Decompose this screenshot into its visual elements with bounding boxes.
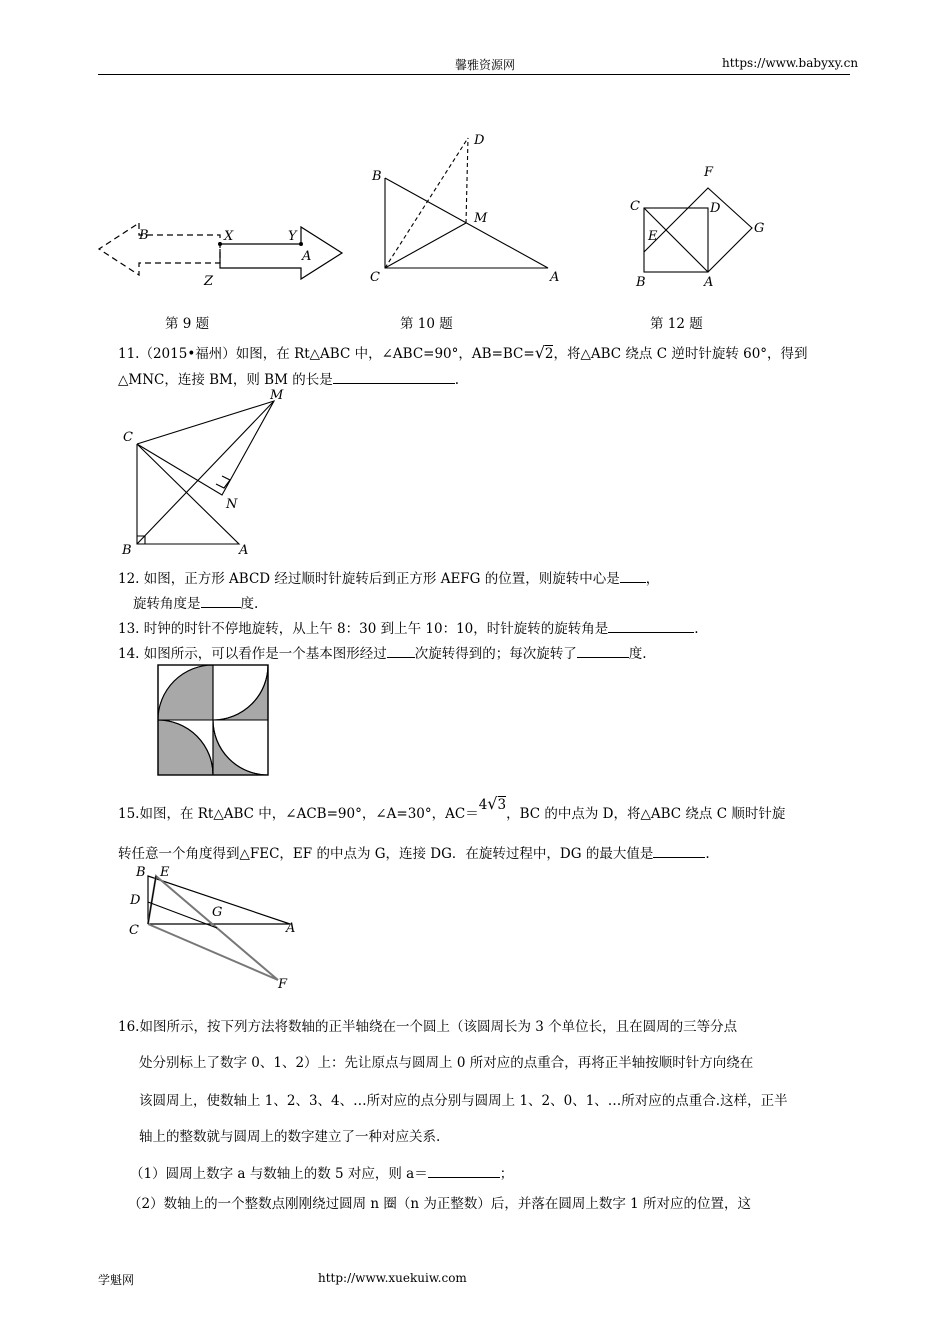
q16-text: （1）圆周上数字 a 与数轴上的数 5 对应，则 a＝: [130, 1166, 428, 1182]
fig11-label: C: [123, 430, 133, 445]
fig12-label: C: [630, 199, 640, 214]
fig12-label: F: [704, 165, 714, 180]
question-13: [118, 618, 699, 639]
fig9-label: X: [224, 229, 234, 244]
q16-text: ；: [499, 1166, 514, 1182]
figure-10: [368, 128, 568, 288]
fig12-label: G: [754, 221, 765, 236]
q15-radical: [478, 794, 507, 813]
caption-q12: 第 12 题: [650, 316, 703, 332]
q14-text: 14. 如图所示，可以看作是一个基本图形经过: [118, 646, 387, 662]
q13-text: .: [694, 621, 699, 637]
fig15-label: G: [212, 905, 223, 920]
q13-text: 13. 时钟的时针不停地旋转，从上午 8：30 到上午 10：10，时针旋转的旋转角是: [118, 621, 609, 637]
question-15-line2: [118, 843, 710, 864]
fig15-label: F: [278, 977, 288, 992]
header-divider: [98, 74, 850, 75]
fig10-label: D: [474, 133, 485, 148]
q12-text: ，: [645, 571, 660, 587]
fig15-label: C: [129, 923, 139, 938]
fig9-label: A: [302, 249, 312, 264]
question-16-line: 该圆周上，使数轴上 1、2、3、4、…所对应的点分别与圆周上 1、2、0、1、…所对应的点重合.这样，正半: [139, 1093, 788, 1109]
question-15-line1: [118, 794, 786, 824]
fig11-label: B: [122, 543, 132, 558]
fig9-label: Y: [288, 229, 297, 244]
fig9-label: B: [139, 228, 149, 243]
q15-sqrt-value: 3: [497, 797, 507, 813]
q15-text: .: [705, 846, 710, 862]
answer-blank[interactable]: [653, 843, 705, 858]
question-16-sub1: [130, 1163, 513, 1184]
footer-site: 学魁网: [98, 1273, 135, 1287]
q12-text: 度.: [240, 596, 259, 612]
q11-text: △MNC，连接 BM，则 BM 的长是: [118, 372, 333, 388]
answer-blank[interactable]: [333, 369, 455, 384]
q11-text: ，将△ABC 绕点 C 逆时针旋转 60°，得到: [553, 346, 808, 362]
header-site: 馨雅资源网: [455, 58, 516, 72]
question-16-line: 轴上的整数就与圆周上的数字建立了一种对应关系.: [139, 1129, 441, 1145]
fig15-label: A: [286, 921, 296, 936]
fig10-label: C: [370, 270, 380, 285]
question-12-line2: [133, 593, 258, 614]
fig11-label: N: [226, 497, 238, 512]
fig12-label: E: [648, 229, 658, 244]
fig9-label: Z: [204, 274, 214, 289]
sqrt-sign: √: [487, 794, 498, 813]
fig15-label: B: [136, 865, 146, 880]
q15-text: ，BC 的中点为 D，将△ABC 绕点 C 顺时针旋: [506, 806, 786, 822]
fig15-label: E: [160, 865, 170, 880]
q12-text: 12. 如图，正方形 ABCD 经过顺时针旋转后到正方形 AEFG 的位置，则旋转中心是: [118, 571, 620, 587]
q15-coef: 4: [478, 797, 488, 813]
caption-q10: 第 10 题: [400, 316, 453, 332]
q11-sqrt-value: 2: [544, 346, 554, 362]
figure-12: [626, 160, 776, 290]
answer-blank[interactable]: [577, 643, 629, 658]
q11-text: 11.（2015•福州）如图，在 Rt△ABC 中，∠ABC=90°，AB=BC=: [118, 346, 535, 362]
fig11-label: A: [239, 543, 249, 558]
figure-14: [156, 663, 272, 777]
fig15-label: D: [130, 893, 141, 908]
answer-blank[interactable]: [428, 1163, 500, 1178]
caption-q9: 第 9 题: [165, 316, 210, 332]
question-16-sub2: （2）数轴上的一个整数点刚刚绕过圆周 n 圈（n 为正整数）后，并落在圆周上数字 1 所对应的位置，这: [128, 1196, 752, 1212]
figure-11: [118, 384, 298, 559]
figure-9: [96, 215, 351, 290]
fig12-label: B: [636, 275, 646, 290]
question-16-line: 处分别标上了数字 0、1、2）上：先让原点与圆周上 0 所对应的点重合，再将正半轴按顺时针方向绕在: [139, 1055, 754, 1071]
answer-blank[interactable]: [608, 618, 694, 633]
q14-text: 度.: [628, 646, 647, 662]
question-12-line1: [118, 568, 659, 589]
figure-15: [126, 862, 306, 992]
q15-text: 转任意一个角度得到△FEC，EF 的中点为 G，连接 DG．在旋转过程中，DG 的最大值是: [118, 846, 654, 862]
question-11-line1: [118, 343, 808, 364]
answer-blank[interactable]: [201, 593, 241, 608]
fig10-label: A: [550, 270, 560, 285]
sqrt-sign: √: [534, 343, 545, 362]
answer-blank[interactable]: [387, 643, 415, 658]
q15-text: 15.如图，在 Rt△ABC 中，∠ACB=90°，∠A=30°，AC＝: [118, 806, 479, 822]
question-16-line: 16.如图所示，按下列方法将数轴的正半轴绕在一个圆上（该圆周长为 3 个单位长，且在圆周的三等分点: [118, 1019, 738, 1035]
q11-text: .: [454, 372, 460, 388]
header-url[interactable]: https://www.babyxy.cn: [722, 56, 859, 70]
fig10-label: M: [474, 211, 488, 226]
question-14: [118, 643, 647, 664]
answer-blank[interactable]: [620, 568, 646, 583]
q14-text: 次旋转得到的；每次旋转了: [414, 646, 577, 662]
fig10-label: B: [372, 169, 382, 184]
q12-text: 旋转角度是: [133, 596, 201, 612]
fig12-label: D: [710, 201, 721, 216]
fig11-label: M: [270, 388, 284, 403]
footer-url[interactable]: http://www.xuekuiw.com: [318, 1271, 467, 1285]
fig12-label: A: [704, 275, 714, 290]
